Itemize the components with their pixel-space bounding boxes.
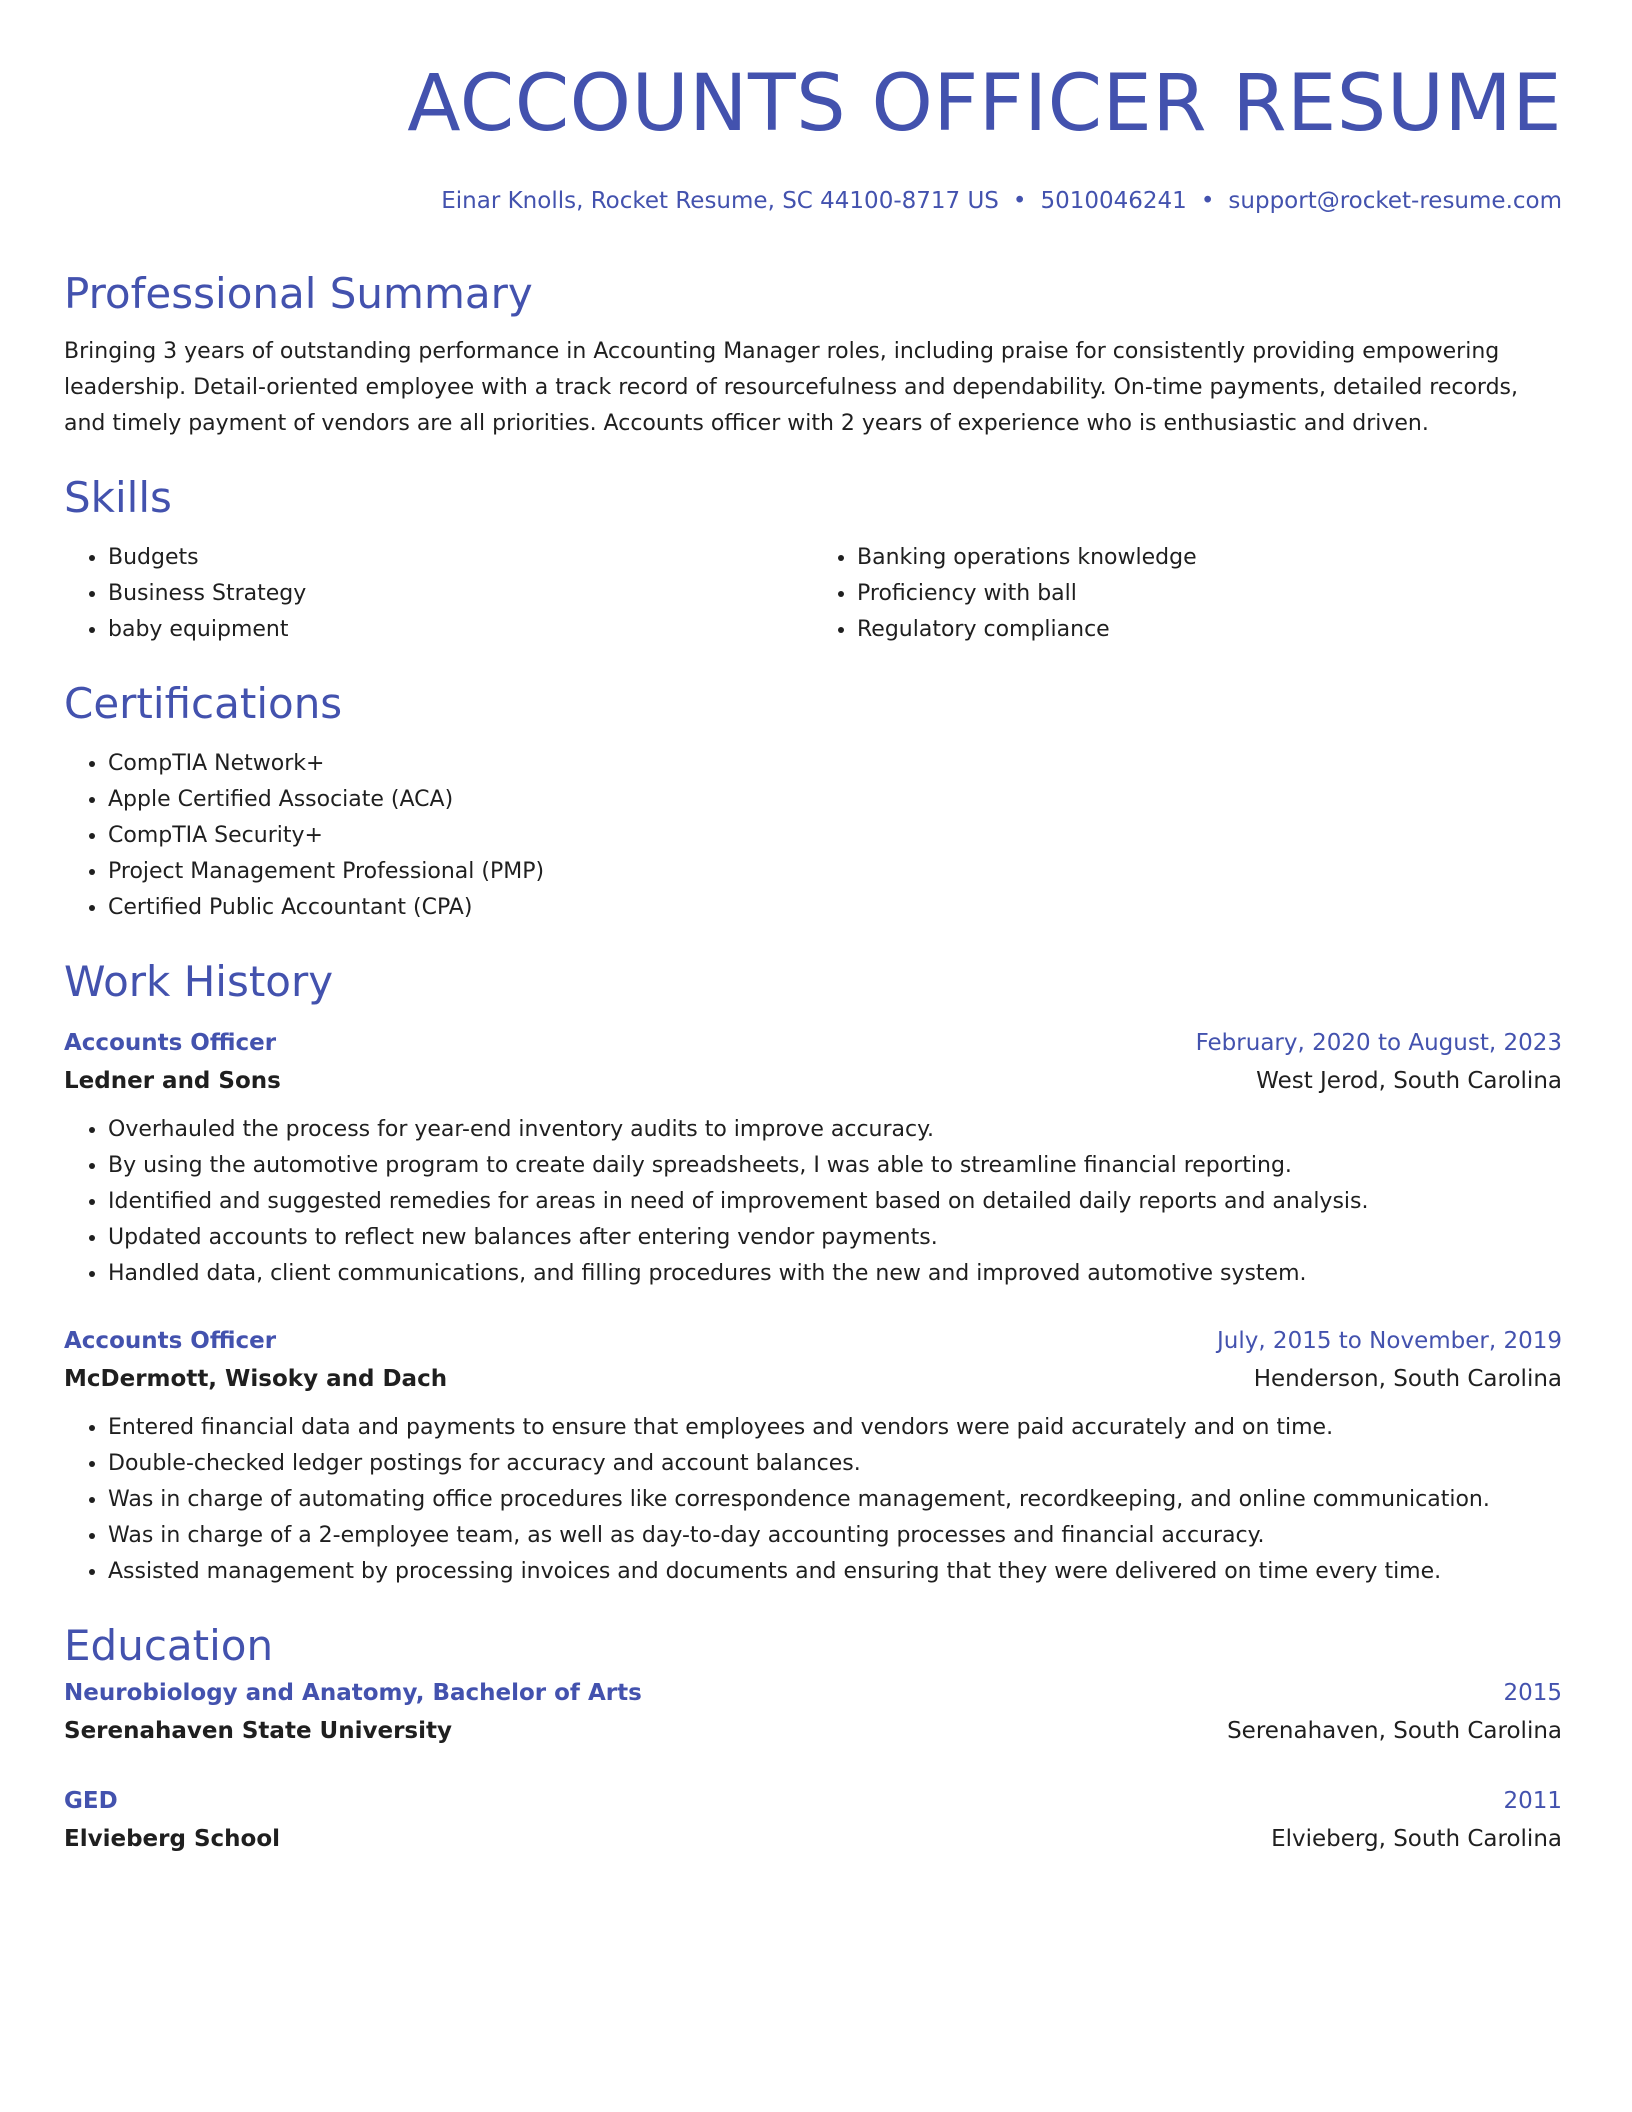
education-header [64,1782,1562,1820]
job-company: Ledner and Sons [64,1068,281,1094]
education-year: 2015 [1503,1680,1562,1706]
skill-item: • Budgets [108,540,813,576]
contact-email[interactable]: support@rocket-resume.com [1228,188,1562,214]
skills-list-right [813,540,1562,648]
job-subheader [64,1360,1562,1398]
work-history-heading: Work History [64,957,334,1006]
education-entry [64,1674,1562,1750]
certification-item: • Certified Public Accountant (CPA) [108,890,1562,926]
education-degree: GED [64,1788,118,1814]
skills-heading: Skills [64,473,172,522]
certifications-section [64,676,1562,926]
contact-separator: • [1012,188,1027,214]
job-bullet: • Handled data, client communications, and filling procedures with the new and improved automotive system. [108,1256,1562,1292]
education-subheader [64,1712,1562,1750]
certifications-heading: Certifications [64,679,343,728]
job-bullet: • Assisted management by processing invoices and documents and ensuring that they were delivered on time every time. [108,1554,1562,1590]
certifications-list [64,746,1562,926]
job-bullet: • Overhauled the process for year-end inventory audits to improve accuracy. [108,1112,1562,1148]
summary-section [64,266,1562,442]
skills-section [64,470,1562,648]
job-header [64,1024,1562,1062]
education-location: Elvieberg, South Carolina [1271,1826,1562,1852]
skill-item: • Regulatory compliance [857,612,1562,648]
job-dates: July, 2015 to November, 2019 [1216,1328,1562,1354]
summary-heading: Professional Summary [64,269,533,318]
job-bullet: • Identified and suggested remedies for areas in need of improvement based on detailed daily reports and analysis. [108,1184,1562,1220]
job-bullet: • Double-checked ledger postings for accuracy and account balances. [108,1446,1562,1482]
education-heading: Education [64,1621,274,1670]
education-section [64,1618,1562,1858]
resume-title: ACCOUNTS OFFICER RESUME [407,59,1562,149]
education-entry [64,1782,1562,1858]
education-school: Serenahaven State University [64,1718,452,1744]
job-header [64,1322,1562,1360]
job-bullets [64,1112,1562,1292]
skill-item: • Banking operations knowledge [857,540,1562,576]
skill-item: • Business Strategy [108,576,813,612]
contact-address: Einar Knolls, Rocket Resume, SC 44100-8717 US [441,188,999,214]
education-degree: Neurobiology and Anatomy, Bachelor of Arts [64,1680,642,1706]
job-entry [64,1322,1562,1590]
certification-item: • CompTIA Security+ [108,818,1562,854]
job-bullet: • Was in charge of automating office procedures like correspondence management, recordkeeping, and online communication. [108,1482,1562,1518]
job-bullets [64,1410,1562,1590]
certification-item: • Apple Certified Associate (ACA) [108,782,1562,818]
contact-phone: 5010046241 [1040,188,1187,214]
job-title: Accounts Officer [64,1030,277,1056]
skills-columns [64,526,1562,648]
job-location: West Jerod, South Carolina [1256,1068,1562,1094]
summary-text: Bringing 3 years of outstanding performance in Accounting Manager roles, including praise for consistently providing empowering leadership. Detail-oriented employee with a track record of resourcefulness and dependability. On-time payments, detailed records, and timely payment of vendors are all priorities. Accounts officer with 2 years of experience who is enthusiastic and driven. [64,339,1519,436]
job-dates: February, 2020 to August, 2023 [1195,1030,1562,1056]
certification-item: • Project Management Professional (PMP) [108,854,1562,890]
education-header [64,1674,1562,1712]
contact-separator: • [1200,188,1215,214]
job-bullet: • By using the automotive program to create daily spreadsheets, I was able to streamline financial reporting. [108,1148,1562,1184]
job-title: Accounts Officer [64,1328,277,1354]
job-bullet: • Was in charge of a 2-employee team, as well as day-to-day accounting processes and financial accuracy. [108,1518,1562,1554]
education-subheader [64,1820,1562,1858]
job-subheader [64,1062,1562,1100]
resume-page [64,0,1562,1858]
contact-line [64,184,1562,218]
skills-list-left [64,540,813,648]
education-school: Elvieberg School [64,1826,281,1852]
skill-item: • baby equipment [108,612,813,648]
education-year: 2011 [1503,1788,1562,1814]
certification-item: • CompTIA Network+ [108,746,1562,782]
skill-item: • Proficiency with ball [857,576,1562,612]
work-history-section [64,954,1562,1590]
job-bullet: • Updated accounts to reflect new balances after entering vendor payments. [108,1220,1562,1256]
job-location: Henderson, South Carolina [1253,1366,1562,1392]
job-bullet: • Entered financial data and payments to ensure that employees and vendors were paid accurately and on time. [108,1410,1562,1446]
job-company: McDermott, Wisoky and Dach [64,1366,448,1392]
education-location: Serenahaven, South Carolina [1227,1718,1562,1744]
job-entry [64,1024,1562,1292]
